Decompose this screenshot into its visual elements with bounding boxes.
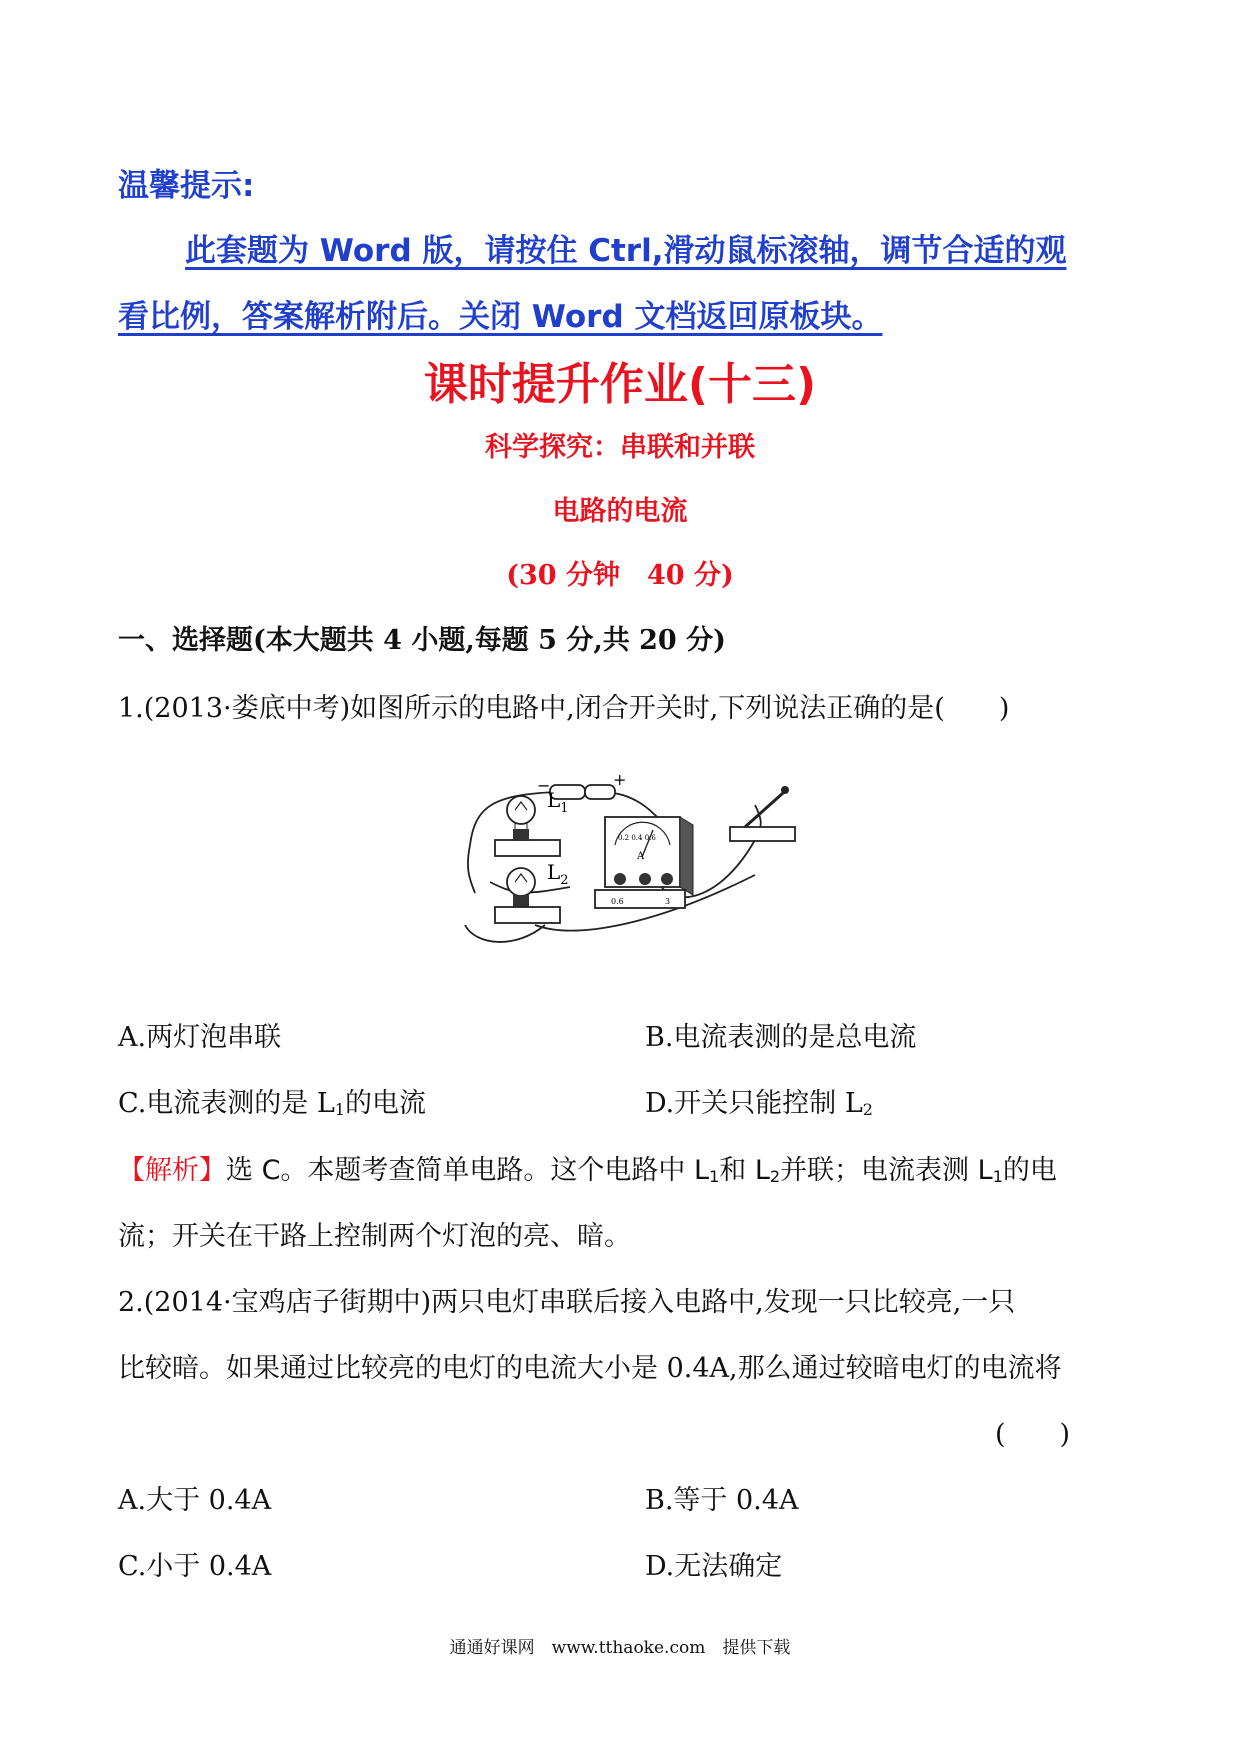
q2-option-b: B.等于 0.4A (645, 1485, 799, 1516)
q1-answer-line-1: 【解析】选 C。本题考查简单电路。这个电路中 L1和 L2并联；电流表测 L1的电 (118, 1155, 1057, 1186)
q2-option-d: D.无法确定 (645, 1551, 783, 1582)
meter-scale: 0.2 0.4 0.6 (618, 834, 656, 842)
tip-title: 温馨提示: (118, 168, 255, 204)
subtitle-1: 科学探究：串联和并联 (485, 432, 755, 463)
meter-unit: A (637, 851, 645, 862)
meter-terminal-0-6: 0.6 (611, 897, 624, 906)
circuit-figure (455, 745, 800, 955)
duration: (30 分钟 40 分) (506, 560, 734, 591)
answer-tag: 【解析】 (118, 1155, 226, 1186)
q2-option-a: A.大于 0.4A (118, 1485, 272, 1516)
subtitle-2: 电路的电流 (552, 496, 688, 527)
question-2-line-1: 2.(2014·宝鸡店子街期中)两只电灯串联后接入电路中,发现一只比较亮,一只 (118, 1287, 1016, 1318)
section-heading: 一、选择题(本大题共 4 小题,每题 5 分,共 20 分) (118, 625, 726, 656)
figure-label-l2: $L_2$ (547, 860, 569, 888)
battery-plus: + (613, 770, 627, 789)
page-title: 课时提升作业(十三) (423, 359, 817, 410)
q1-option-a: A.两灯泡串联 (118, 1022, 282, 1053)
question-2-line-2: 比较暗。如果通过比较亮的电灯的电流大小是 0.4A,那么通过较暗电灯的电流将 (118, 1353, 1062, 1384)
tip-line-2: 看比例，答案解析附后。关闭 Word 文档返回原板块。 (118, 299, 883, 335)
tip-line-1: 此套题为 Word 版，请按住 Ctrl,滑动鼠标滚轴，调节合适的观 (185, 233, 1067, 269)
figure-label-l1: $L_1$ (547, 788, 569, 816)
battery-minus: − (537, 776, 551, 795)
q1-option-d: D.开关只能控制 L2 (645, 1088, 873, 1119)
q1-option-c: C.电流表测的是 L1的电流 (118, 1088, 426, 1119)
q2-option-c: C.小于 0.4A (118, 1551, 272, 1582)
question-2-paren: ( ) (995, 1419, 1071, 1450)
question-1-stem: 1.(2013·娄底中考)如图所示的电路中,闭合开关时,下列说法正确的是( ) (118, 693, 1010, 724)
meter-terminal-3: 3 (665, 897, 671, 906)
q1-answer-line-2: 流；开关在干路上控制两个灯泡的亮、暗。 (118, 1221, 631, 1252)
footer: 通通好课网 www.tthaoke.com 提供下载 (449, 1638, 791, 1658)
q1-option-b: B.电流表测的是总电流 (645, 1022, 917, 1053)
